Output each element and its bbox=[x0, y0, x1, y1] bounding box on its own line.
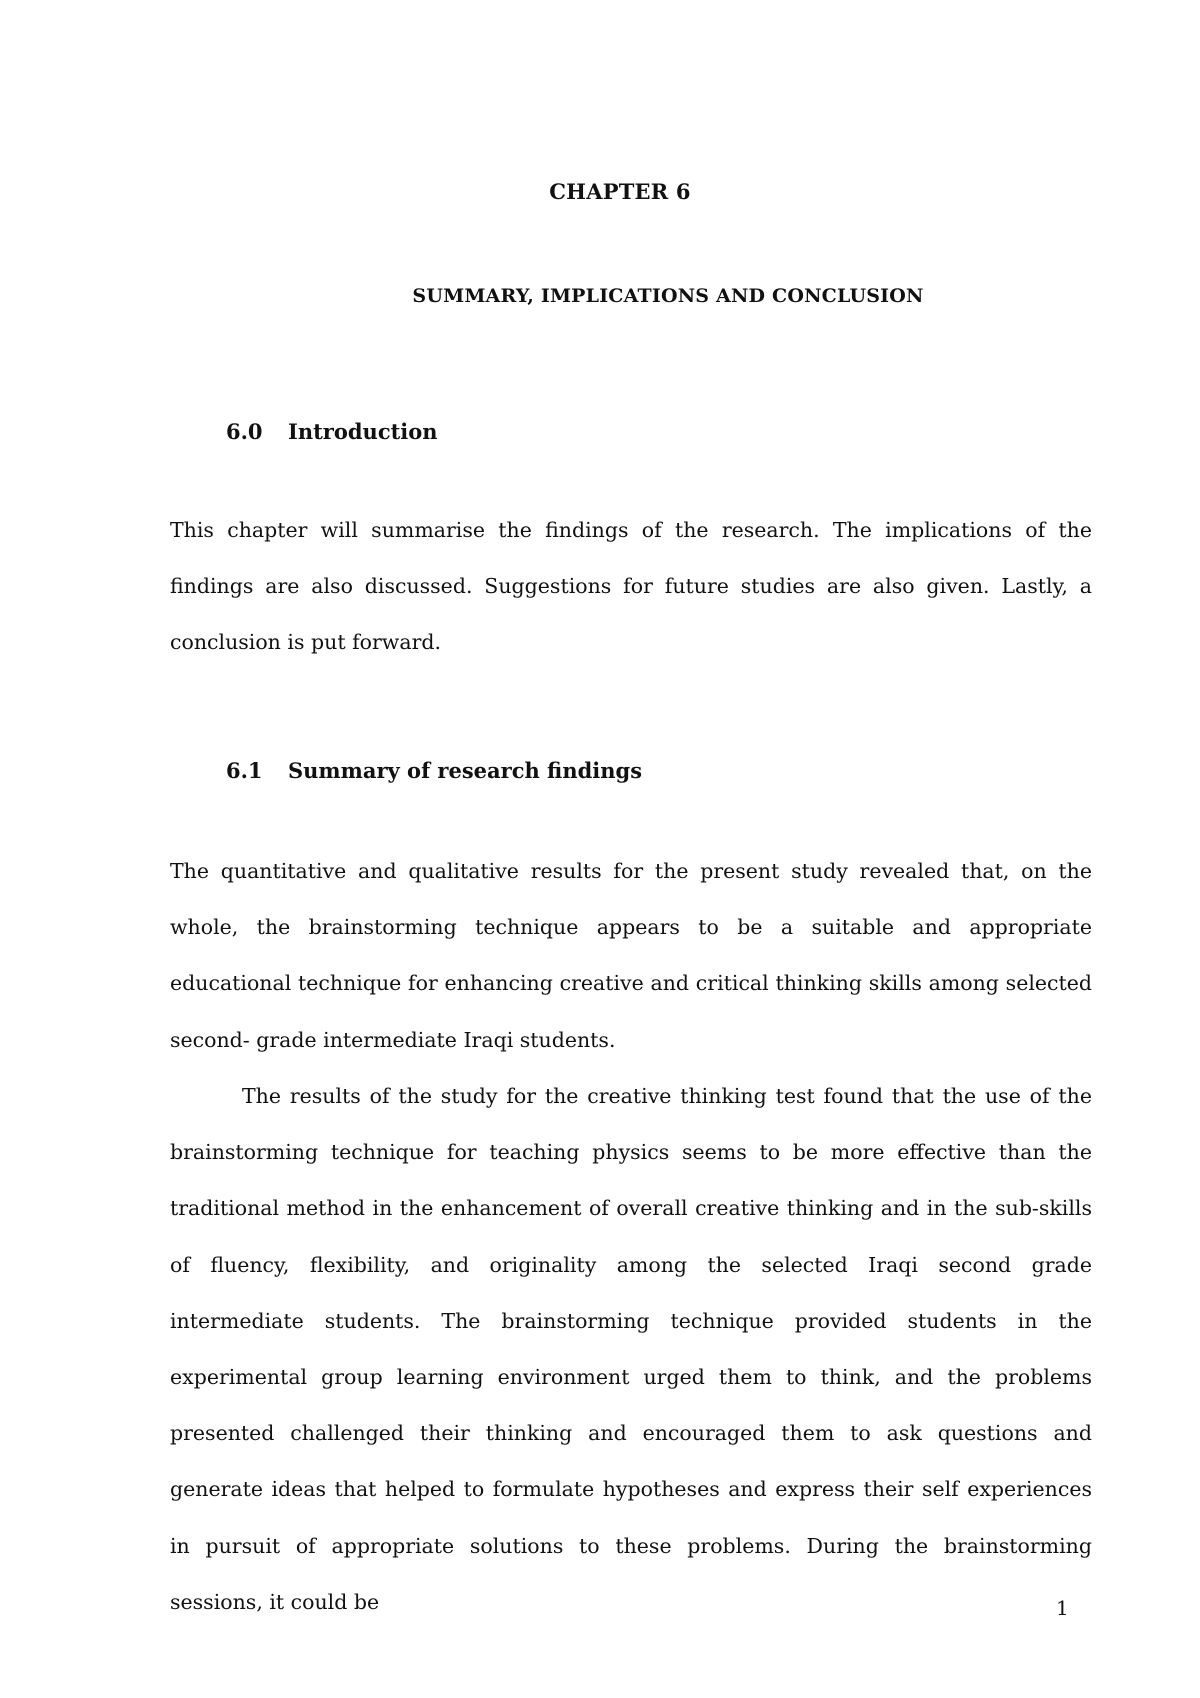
chapter-title: CHAPTER 6 bbox=[549, 179, 691, 204]
paragraph: This chapter will summarise the findings of the research. The implications of the findings are also discussed. Suggestions for future studies are also given. Lastly, a conclusion is put forward. bbox=[170, 518, 1092, 655]
section-heading-introduction bbox=[226, 419, 438, 444]
paragraph: The results of the study for the creative thinking test found that the use of the brainstorming technique for teaching physics seems to be more effective than the traditional method in the enhancement of overall creative thinking and in the sub-skills of fluency, flexibility, and originality among the selected Iraqi second grade intermediate students. The brainstorming technique provided students in the experimental group learning environment urged them to think, and the problems presented challenged their thinking and encouraged them to ask questions and generate ideas that helped to formulate hypotheses and express their self experiences in pursuit of appropriate solutions to these problems. During the brainstorming sessions, it could be bbox=[170, 1084, 1092, 1614]
section-title: Summary of research findings bbox=[288, 758, 643, 783]
section-number: 6.1 bbox=[226, 758, 263, 783]
page-number: 1 bbox=[1056, 1596, 1069, 1620]
section-number: 6.0 bbox=[226, 419, 263, 444]
section-title: Introduction bbox=[288, 419, 438, 444]
section-heading-summary bbox=[226, 758, 642, 783]
chapter-subtitle: SUMMARY, IMPLICATIONS AND CONCLUSION bbox=[412, 285, 924, 307]
paragraph: The quantitative and qualitative results for the present study revealed that, on the whole, the brainstorming technique appears to be a suitable and appropriate educational technique for enhancing creative and critical thinking skills among selected second- grade intermediate Iraqi students. bbox=[170, 859, 1092, 1052]
